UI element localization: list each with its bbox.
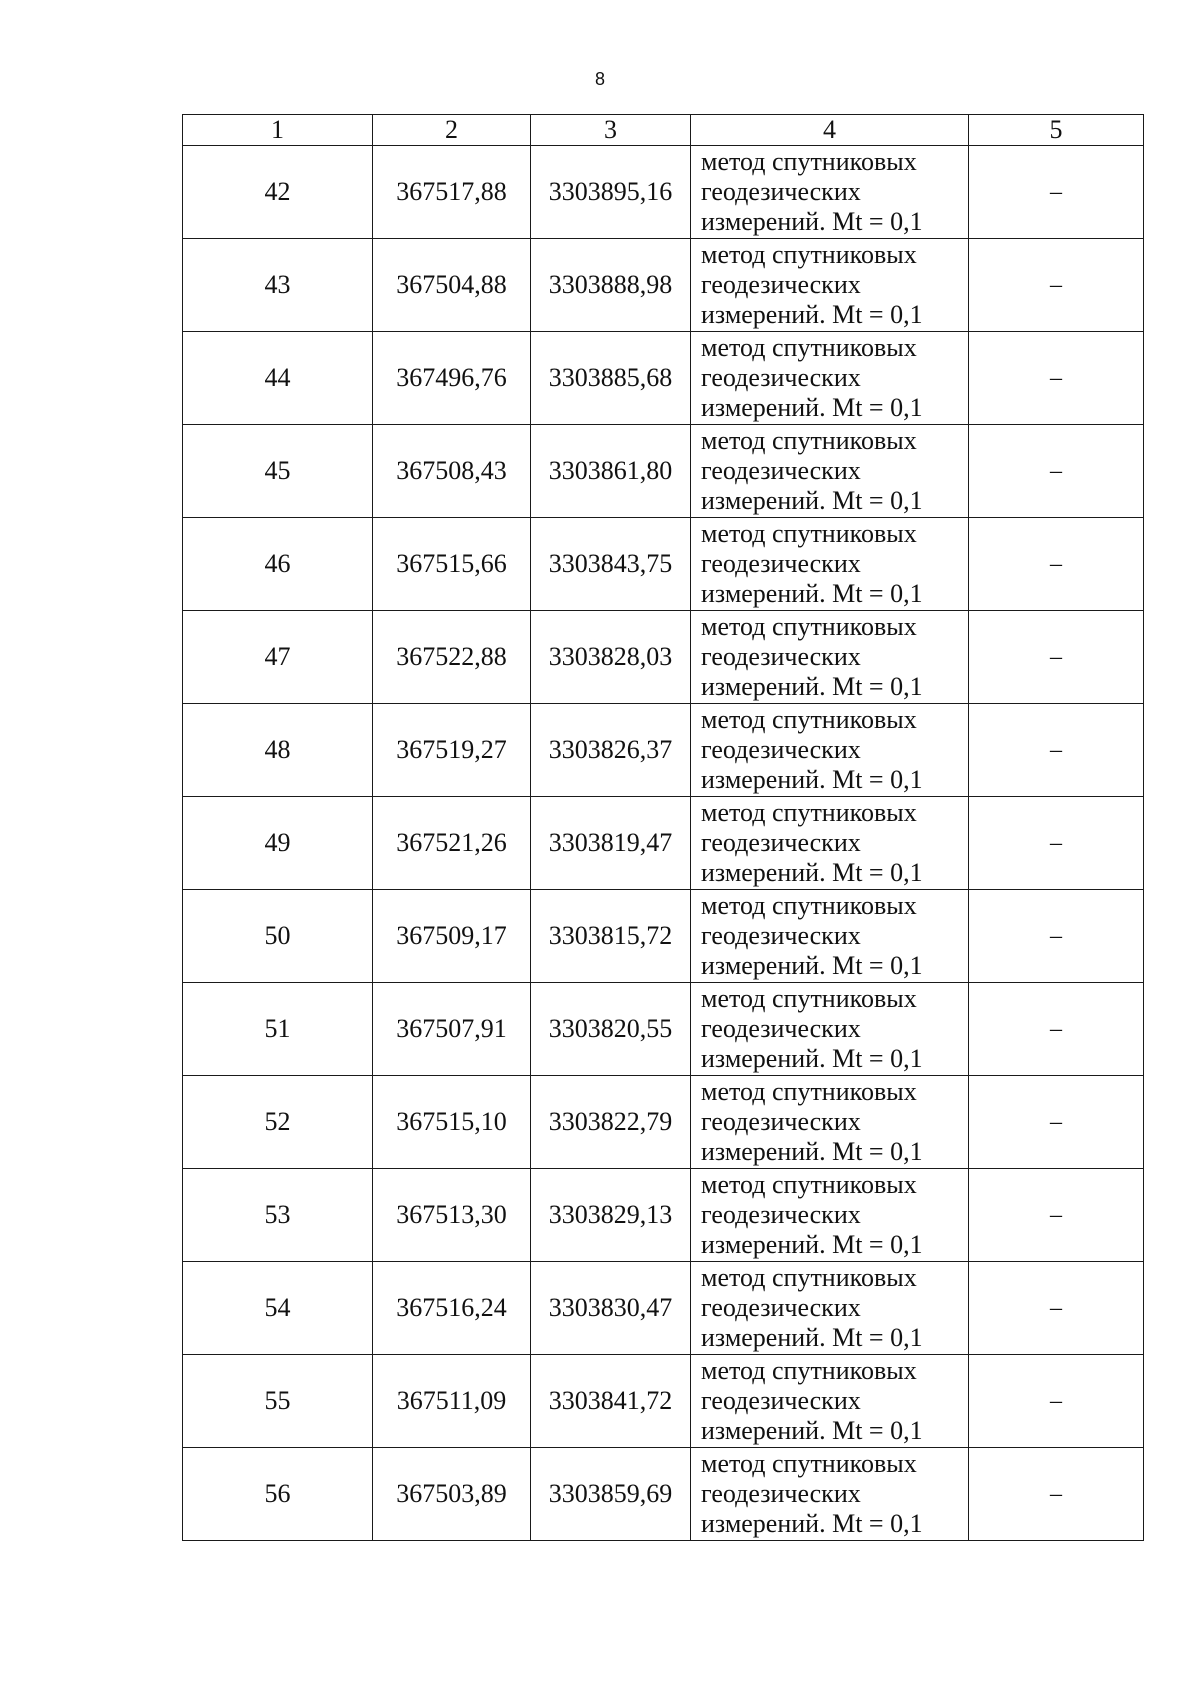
header-col-4: 4: [691, 115, 969, 146]
point-number-cell: 49: [183, 797, 373, 890]
method-line-3: измерений. Mt = 0,1: [701, 579, 923, 608]
y-coordinate-cell: 3303843,75: [531, 518, 691, 611]
y-coordinate-cell: 3303820,55: [531, 983, 691, 1076]
table-row: [183, 425, 1144, 518]
y-coordinate-cell: 3303895,16: [531, 146, 691, 239]
method-line-3: измерений. Mt = 0,1: [701, 1044, 923, 1073]
method-line-2: геодезических: [701, 1293, 861, 1322]
method-cell: [691, 1262, 969, 1355]
method-line-2: геодезических: [701, 1479, 861, 1508]
method-line-1: метод спутниковых: [701, 1077, 917, 1106]
y-coordinate-cell: 3303885,68: [531, 332, 691, 425]
method-line-3: измерений. Mt = 0,1: [701, 1509, 923, 1538]
y-coordinate-cell: 3303829,13: [531, 1169, 691, 1262]
x-coordinate-cell: 367508,43: [373, 425, 531, 518]
method-line-1: метод спутниковых: [701, 612, 917, 641]
method-cell: [691, 890, 969, 983]
x-coordinate-cell: 367503,89: [373, 1448, 531, 1541]
point-number-cell: 54: [183, 1262, 373, 1355]
method-cell: [691, 332, 969, 425]
point-number-cell: 51: [183, 983, 373, 1076]
x-coordinate-cell: 367517,88: [373, 146, 531, 239]
x-coordinate-cell: 367496,76: [373, 332, 531, 425]
x-coordinate-cell: 367504,88: [373, 239, 531, 332]
table-row: [183, 611, 1144, 704]
method-line-3: измерений. Mt = 0,1: [701, 858, 923, 887]
method-line-1: метод спутниковых: [701, 984, 917, 1013]
y-coordinate-cell: 3303828,03: [531, 611, 691, 704]
table-row: [183, 1262, 1144, 1355]
point-number-cell: 44: [183, 332, 373, 425]
x-coordinate-cell: 367509,17: [373, 890, 531, 983]
method-line-3: измерений. Mt = 0,1: [701, 951, 923, 980]
method-line-3: измерений. Mt = 0,1: [701, 1230, 923, 1259]
method-line-2: геодезических: [701, 363, 861, 392]
note-cell: –: [969, 1169, 1144, 1262]
method-line-3: измерений. Mt = 0,1: [701, 486, 923, 515]
note-cell: –: [969, 146, 1144, 239]
method-cell: [691, 797, 969, 890]
method-line-1: метод спутниковых: [701, 426, 917, 455]
x-coordinate-cell: 367515,66: [373, 518, 531, 611]
note-cell: –: [969, 1262, 1144, 1355]
note-cell: –: [969, 797, 1144, 890]
note-cell: –: [969, 1355, 1144, 1448]
method-line-3: измерений. Mt = 0,1: [701, 1137, 923, 1166]
method-line-1: метод спутниковых: [701, 1170, 917, 1199]
method-line-1: метод спутниковых: [701, 519, 917, 548]
method-cell: [691, 1448, 969, 1541]
y-coordinate-cell: 3303859,69: [531, 1448, 691, 1541]
method-cell: [691, 425, 969, 518]
method-cell: [691, 1355, 969, 1448]
point-number-cell: 45: [183, 425, 373, 518]
method-cell: [691, 1076, 969, 1169]
method-line-2: геодезических: [701, 1200, 861, 1229]
note-cell: –: [969, 425, 1144, 518]
x-coordinate-cell: 367519,27: [373, 704, 531, 797]
method-line-2: геодезических: [701, 735, 861, 764]
point-number-cell: 53: [183, 1169, 373, 1262]
point-number-cell: 43: [183, 239, 373, 332]
note-cell: –: [969, 239, 1144, 332]
method-line-3: измерений. Mt = 0,1: [701, 765, 923, 794]
method-line-2: геодезических: [701, 921, 861, 950]
y-coordinate-cell: 3303819,47: [531, 797, 691, 890]
note-cell: –: [969, 611, 1144, 704]
y-coordinate-cell: 3303822,79: [531, 1076, 691, 1169]
table-row: [183, 983, 1144, 1076]
point-number-cell: 46: [183, 518, 373, 611]
method-line-1: метод спутниковых: [701, 798, 917, 827]
coordinates-table: [182, 114, 1144, 1541]
y-coordinate-cell: 3303826,37: [531, 704, 691, 797]
y-coordinate-cell: 3303830,47: [531, 1262, 691, 1355]
method-cell: [691, 983, 969, 1076]
note-cell: –: [969, 332, 1144, 425]
header-row: [183, 115, 1144, 146]
note-cell: –: [969, 1076, 1144, 1169]
header-col-5: 5: [969, 115, 1144, 146]
table-row: [183, 518, 1144, 611]
y-coordinate-cell: 3303841,72: [531, 1355, 691, 1448]
note-cell: –: [969, 983, 1144, 1076]
table-row: [183, 1076, 1144, 1169]
header-col-2: 2: [373, 115, 531, 146]
table-row: [183, 1355, 1144, 1448]
table-row: [183, 1448, 1144, 1541]
point-number-cell: 47: [183, 611, 373, 704]
point-number-cell: 50: [183, 890, 373, 983]
method-cell: [691, 1169, 969, 1262]
method-line-3: измерений. Mt = 0,1: [701, 393, 923, 422]
table-row: [183, 797, 1144, 890]
table-row: [183, 239, 1144, 332]
method-line-2: геодезических: [701, 642, 861, 671]
table-row: [183, 1169, 1144, 1262]
method-line-2: геодезических: [701, 456, 861, 485]
point-number-cell: 48: [183, 704, 373, 797]
method-line-2: геодезических: [701, 828, 861, 857]
x-coordinate-cell: 367522,88: [373, 611, 531, 704]
table-row: [183, 332, 1144, 425]
method-cell: [691, 704, 969, 797]
note-cell: –: [969, 1448, 1144, 1541]
header-col-3: 3: [531, 115, 691, 146]
method-line-1: метод спутниковых: [701, 1263, 917, 1292]
table-body: [183, 146, 1144, 1541]
method-line-3: измерений. Mt = 0,1: [701, 207, 923, 236]
method-line-1: метод спутниковых: [701, 1356, 917, 1385]
method-line-2: геодезических: [701, 270, 861, 299]
y-coordinate-cell: 3303815,72: [531, 890, 691, 983]
method-cell: [691, 611, 969, 704]
method-line-3: измерений. Mt = 0,1: [701, 300, 923, 329]
y-coordinate-cell: 3303861,80: [531, 425, 691, 518]
table-row: [183, 704, 1144, 797]
method-line-1: метод спутниковых: [701, 147, 917, 176]
method-line-1: метод спутниковых: [701, 333, 917, 362]
method-line-1: метод спутниковых: [701, 240, 917, 269]
method-line-2: геодезических: [701, 1386, 861, 1415]
point-number-cell: 56: [183, 1448, 373, 1541]
method-line-2: геодезических: [701, 1014, 861, 1043]
x-coordinate-cell: 367516,24: [373, 1262, 531, 1355]
point-number-cell: 42: [183, 146, 373, 239]
x-coordinate-cell: 367511,09: [373, 1355, 531, 1448]
method-line-2: геодезических: [701, 177, 861, 206]
note-cell: –: [969, 890, 1144, 983]
note-cell: –: [969, 704, 1144, 797]
method-line-1: метод спутниковых: [701, 891, 917, 920]
method-line-3: измерений. Mt = 0,1: [701, 1416, 923, 1445]
method-line-3: измерений. Mt = 0,1: [701, 1323, 923, 1352]
method-line-1: метод спутниковых: [701, 1449, 917, 1478]
method-line-2: геодезических: [701, 1107, 861, 1136]
method-cell: [691, 146, 969, 239]
note-cell: –: [969, 518, 1144, 611]
method-cell: [691, 239, 969, 332]
x-coordinate-cell: 367515,10: [373, 1076, 531, 1169]
method-line-3: измерений. Mt = 0,1: [701, 672, 923, 701]
header-col-1: 1: [183, 115, 373, 146]
table-row: [183, 146, 1144, 239]
x-coordinate-cell: 367521,26: [373, 797, 531, 890]
x-coordinate-cell: 367507,91: [373, 983, 531, 1076]
method-line-1: метод спутниковых: [701, 705, 917, 734]
point-number-cell: 55: [183, 1355, 373, 1448]
page-number: 8: [594, 69, 605, 89]
method-line-2: геодезических: [701, 549, 861, 578]
method-cell: [691, 518, 969, 611]
table-row: [183, 890, 1144, 983]
point-number-cell: 52: [183, 1076, 373, 1169]
y-coordinate-cell: 3303888,98: [531, 239, 691, 332]
x-coordinate-cell: 367513,30: [373, 1169, 531, 1262]
